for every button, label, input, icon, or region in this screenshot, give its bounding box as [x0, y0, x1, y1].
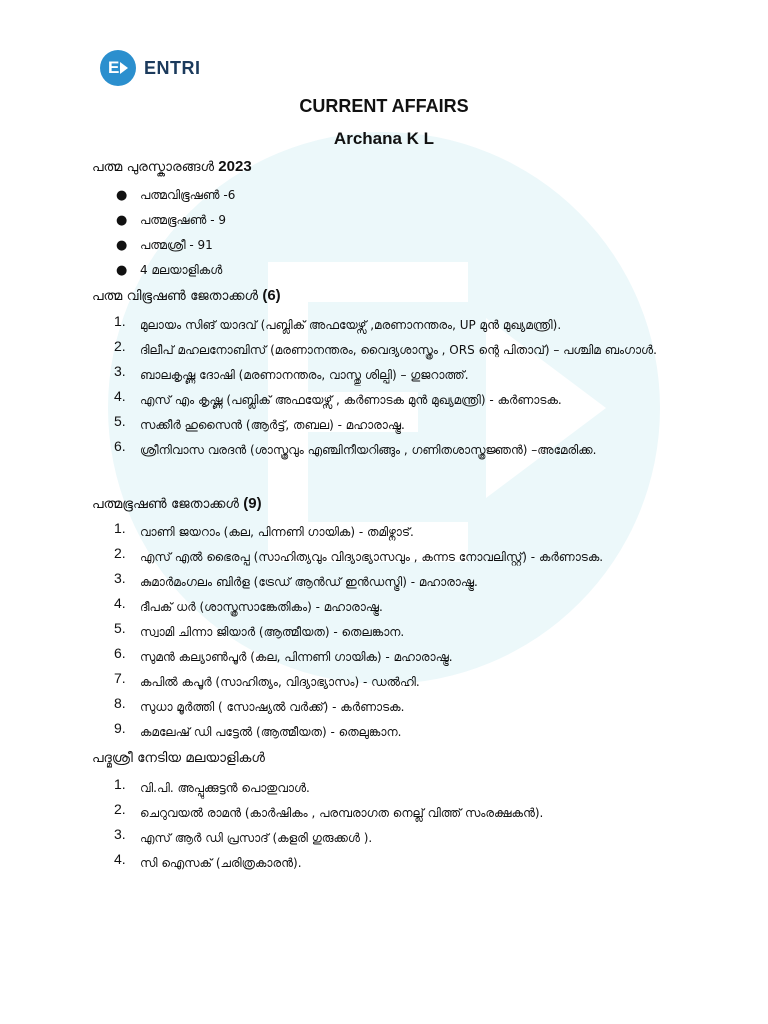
entri-logo: [100, 50, 201, 86]
list-item: 1. മുലായം സിങ് യാദവ് (പബ്ലിക് അഫയേഴ്സ് ,മരണാനന്തരം, UP മുൻ മുഖ്യമന്ത്രി).: [114, 313, 562, 332]
section-heading-padma-bhushan: പത്മഭൂഷൺ ജേതാക്കൾ (9): [92, 495, 262, 512]
section-heading-padma-awards: പത്മ പുരസ്കാരങ്ങൾ 2023: [92, 158, 252, 175]
padma-counts-list: [112, 183, 672, 283]
author-name: Archana K L: [333, 129, 435, 148]
list-item: 2. എസ് എൽ ഭൈരപ്പ (സാഹിത്യവും വിദ്യാഭ്യാസവും , കന്നട നോവലിസ്റ്റ്) - കർണാടക.: [114, 545, 604, 564]
page-title: CURRENT AFFAIRS: [299, 96, 469, 116]
list-item: 3. കുമാർമംഗലം ബിർള (ട്രേഡ് ആൻഡ് ഇൻഡസ്ട്രി) - മഹാരാഷ്ട്ര.: [114, 570, 478, 589]
list-item: 4. എസ് എം കൃഷ്ണ (പബ്ലിക് അഫയേഴ്സ് , കർണാടക മുൻ മുഖ്യമന്ത്രി) - കർണാടക.: [114, 388, 562, 407]
list-item: 7. കപിൽ കപൂർ (സാഹിത്യം, വിദ്യാഭ്യാസം) - ഡൽഹി.: [114, 670, 420, 689]
list-item: 8. സുധാ മൂർത്തി ( സോഷ്യൽ വർക്ക്) - കർണാടക.: [114, 695, 405, 714]
padma-bhushan-list: [112, 520, 672, 745]
padma-vibhushan-list: [112, 313, 672, 463]
list-item: ● പത്മവിഭൂഷൺ -6: [116, 188, 236, 203]
list-item: 1. വാണി ജയറാം (കല, പിന്നണി ഗായിക) - തമിഴ്നാട്.: [114, 520, 414, 539]
section-heading-padma-shri-malayalis: പദ്മശ്രീ നേടിയ മലയാളികൾ: [92, 750, 265, 766]
list-item: 5. സ്വാമി ചിന്നാ ജിയാർ (ആത്മീയത) - തെലങ്കാന.: [114, 620, 405, 639]
list-item: 6. സുമൻ കല്യാൺപൂർ (കല, പിന്നണി ഗായിക) - മഹാരാഷ്ട്ര.: [114, 645, 453, 664]
entri-logo-icon: E: [100, 50, 136, 86]
list-item: 3. എസ് ആർ ഡി പ്രസാദ് (കളരി ഗുരുക്കൾ ).: [114, 826, 373, 845]
list-item: ● 4 മലയാളികൾ: [116, 263, 223, 278]
list-item: 4. ദീപക് ധർ (ശാസ്ത്രസാങ്കേതികം) - മഹാരാഷ്ട്ര.: [114, 595, 383, 614]
list-item: 2. ദിലീപ് മഹലനോബിസ് (മരണാനന്തരം, വൈദ്യശാസ്ത്രം , ORS ന്റെ പിതാവ്) – പശ്ചിമ ബംഗാൾ.: [114, 338, 657, 357]
list-item: 5. സക്കീർ ഹുസൈൻ (ആർട്ട്, തബല) - മഹാരാഷ്ട്ര.: [114, 413, 405, 432]
list-item: 9. കമലേഷ് ഡി പട്ടേൽ (ആത്മീയത) - തെലുങ്കാന.: [114, 720, 402, 739]
list-item: 6. ശ്രീനിവാസ വരദൻ (ശാസ്ത്രവും എഞ്ചിനീയറിങ്ങും , ഗണിതശാസ്ത്രജ്ഞൻ) –അമേരിക്ക.: [114, 438, 597, 457]
list-item: ● പത്മഭൂഷൺ - 9: [116, 213, 227, 228]
list-item: 3. ബാലകൃഷ്ണ ദോഷി (മരണാനന്തരം, വാസ്തു ശില്പി) – ഗുജറാത്ത്.: [114, 363, 469, 382]
padma-shri-malayalis-list: [112, 776, 672, 876]
list-item: 4. സി ഐസക് (ചരിത്രകാരൻ).: [114, 851, 302, 870]
list-item: ● പത്മശ്രീ - 91: [116, 238, 213, 253]
list-item: 2. ചെറുവയൽ രാമൻ (കാർഷികം , പരമ്പരാഗത നെല്ല് വിത്ത് സംരക്ഷകൻ).: [114, 801, 544, 820]
list-item: 1. വി.പി. അപ്പുക്കുട്ടൻ പൊതുവാൾ.: [114, 776, 310, 795]
section-heading-padma-vibhushan: പത്മ വിഭൂഷൺ ജേതാക്കൾ (6): [92, 287, 281, 304]
logo-text: ENTRI: [144, 57, 201, 78]
